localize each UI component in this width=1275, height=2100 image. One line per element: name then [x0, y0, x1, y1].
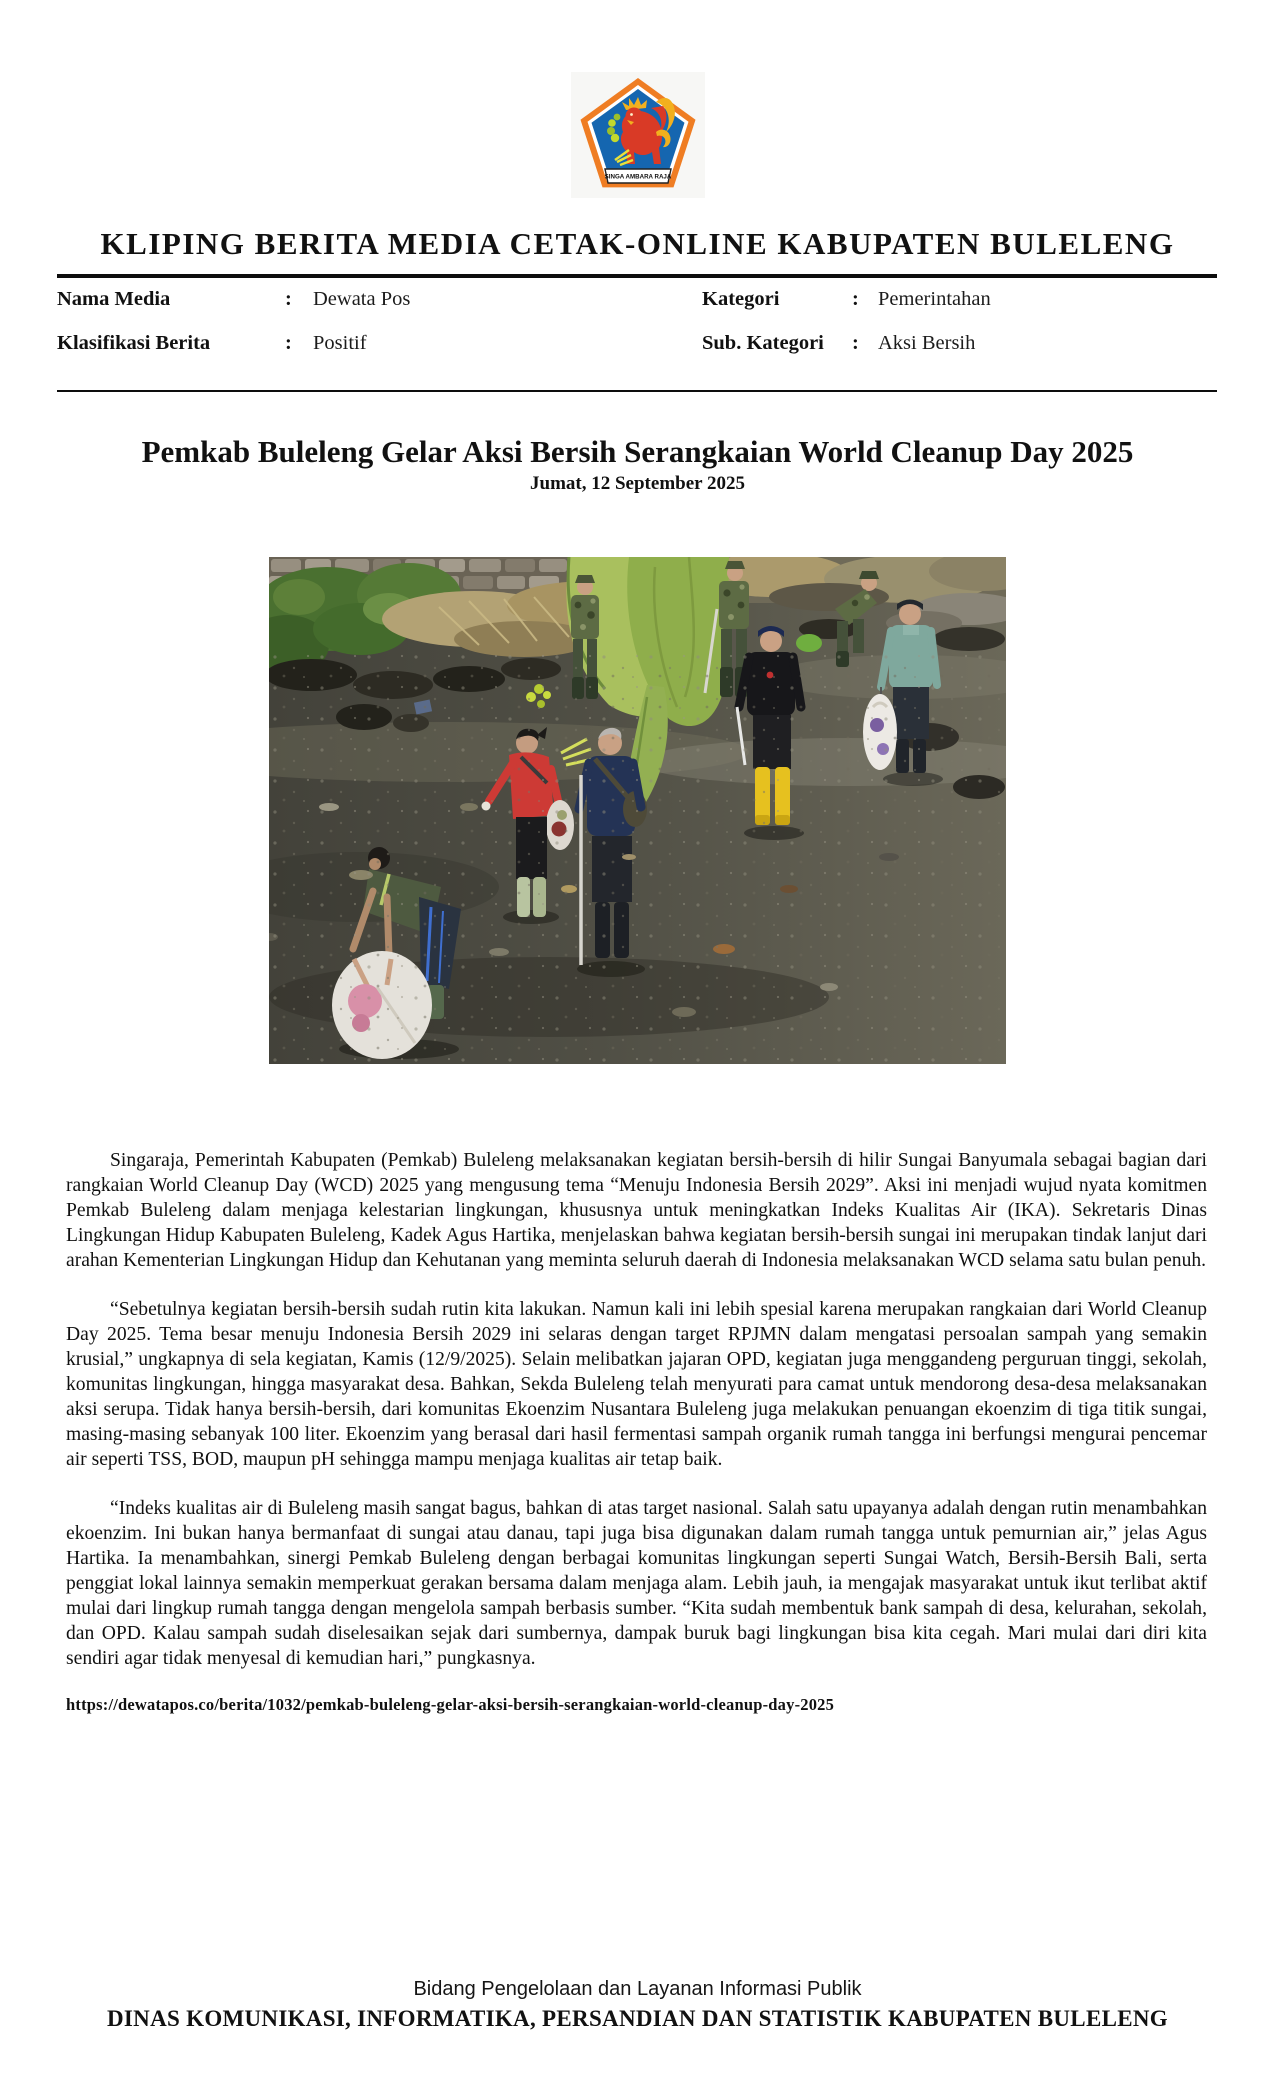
footer-division: Bidang Pengelolaan dan Layanan Informasi Publik	[413, 1978, 862, 2000]
meta-row-sub-kategori	[647, 332, 1217, 376]
buleleng-crest-logo	[571, 72, 705, 198]
meta-label: Sub. Kategori	[702, 332, 824, 354]
divider-bottom	[57, 390, 1217, 392]
meta-row-klasifikasi	[57, 332, 647, 376]
buleleng-crest-icon	[571, 72, 705, 198]
meta-colon: :	[285, 332, 292, 354]
logo-area	[0, 0, 1275, 203]
meta-label: Kategori	[702, 288, 780, 310]
article-paragraph: “Sebetulnya kegiatan bersih-bersih sudah rutin kita lakukan. Namun kali ini lebih spesial karena merupakan rangkaian dari World Cleanup Day 2025. Tema besar menuju Indonesia Bersih 2029 ini selaras dengan target RPJMN dalam mengatasi persoalan sampah yang semakin krusial,” ungkapnya di sela kegiatan, Kamis (12/9/2025). Selain melibatkan jajaran OPD, kegiatan juga menggandeng perguruan tinggi, sekolah, komunitas lingkungan, hingga masyarakat desa. Bahkan, Sekda Buleleng telah menyurati para camat untuk mendorong desa-desa melaksanakan aksi serupa. Tidak hanya bersih-bersih, dari komunitas Ekoenzim Nusantara Buleleng juga melakukan penuangan ekoenzim di tiga titik sungai, masing-masing sebanyak 100 liter. Ekoenzim yang berasal dari hasil fermentasi sampah organik rumah tangga ini berfungsi mengurai pencemar air seperti TSS, BOD, maupun pH sehingga mampu menjaga kualitas air tetap baik.	[66, 1299, 1207, 1470]
article-paragraph: Singaraja, Pemerintah Kabupaten (Pemkab) Buleleng melaksanakan kegiatan bersih-bersih di hilir Sungai Banyumala sebagai bagian dari rangkaian World Cleanup Day (WCD) 2025 yang mengusung tema “Menuju Indonesia Bersih 2029”. Aksi ini menjadi wujud nyata komitmen Pemkab Buleleng dalam menjaga kelestarian lingkungan, khususnya untuk meningkatkan Indeks Kualitas Air (IKA). Sekretaris Dinas Lingkungan Hidup Kabupaten Buleleng, Kadek Agus Hartika, menjelaskan bahwa kegiatan bersih-bersih sungai ini merupakan tindak lanjut dari arahan Kementerian Lingkungan Hidup dan Kehutanan yang meminta seluruh daerah di Indonesia melaksanakan WCD selama satu bulan penuh.	[66, 1150, 1207, 1271]
meta-value: Positif	[313, 332, 367, 354]
meta-colon: :	[852, 288, 859, 310]
article-photo	[269, 557, 1006, 1064]
document-title: KLIPING BERITA MEDIA CETAK-ONLINE KABUPATEN BULELENG	[100, 226, 1175, 261]
meta-value: Aksi Bersih	[878, 332, 976, 354]
article-title: Pemkab Buleleng Gelar Aksi Bersih Serangkaian World Cleanup Day 2025	[141, 434, 1134, 469]
meta-value: Pemerintahan	[878, 288, 991, 310]
footer	[0, 1978, 1275, 2032]
meta-colon: :	[852, 332, 859, 354]
footer-agency: DINAS KOMUNIKASI, INFORMATIKA, PERSANDIAN DAN STATISTIK KABUPATEN BULELENG	[107, 2006, 1168, 2031]
article-date: Jumat, 12 September 2025	[530, 473, 745, 494]
logo-banner-text: SINGA AMBARA RAJA	[604, 173, 671, 181]
meta-row-nama-media	[57, 288, 647, 332]
meta-row-kategori	[647, 288, 1217, 332]
meta-table	[57, 278, 1217, 390]
meta-label: Klasifikasi Berita	[57, 332, 211, 354]
meta-label: Nama Media	[57, 288, 171, 310]
article-body	[66, 1148, 1207, 1671]
meta-colon: :	[285, 288, 292, 310]
article-paragraph: “Indeks kualitas air di Buleleng masih sangat bagus, bahkan di atas target nasional. Salah satu upayanya adalah dengan rutin menambahkan ekoenzim. Ini bukan hanya bermanfaat di sungai atau danau, tapi juga bisa digunakan dalam rumah tangga untuk pemurnian air,” jelas Agus Hartika. Ia menambahkan, sinergi Pemkab Buleleng dengan berbagai komunitas lingkungan seperti Sungai Watch, Bersih-Bersih Bali, serta penggiat lokal lainnya semakin memperkuat gerakan bersama dalam menjaga alam. Lebih jauh, ia mengajak masyarakat untuk ikut terlibat aktif mulai dari lingkup rumah tangga dengan mengelola sampah berbasis sumber. “Kita sudah membentuk bank sampah di desa, kelurahan, sekolah, dan OPD. Kalau sampah sudah diselesaikan sejak dari sumbernya, dampak buruk bagi lingkungan bisa kita cegah. Mari mulai dari diri kita sendiri agar tidak menyesal di kemudian hari,” pungkasnya.	[66, 1498, 1207, 1669]
source-url: https://dewatapos.co/berita/1032/pemkab-buleleng-gelar-aksi-bersih-serangkaian-world-cleanup-day-2025	[66, 1695, 835, 1714]
meta-value: Dewata Pos	[313, 288, 411, 310]
